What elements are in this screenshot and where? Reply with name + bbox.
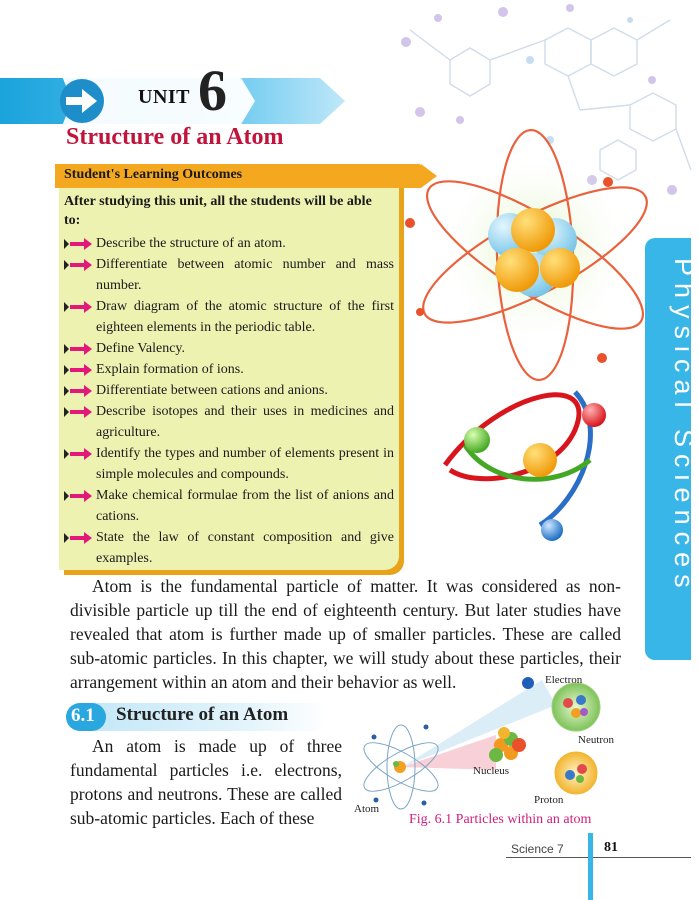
outcome-item bbox=[64, 527, 394, 569]
outcome-item bbox=[64, 359, 394, 380]
figure-label-atom: Atom bbox=[354, 803, 380, 815]
footer-accent-bar bbox=[588, 833, 593, 900]
outcome-text: Describe isotopes and their uses in medicines and agriculture. bbox=[96, 404, 394, 440]
outcome-item bbox=[64, 296, 394, 338]
chapter-title: Structure of an Atom bbox=[66, 124, 284, 150]
pink-arrow-icon bbox=[64, 385, 92, 397]
figure-label-proton: Proton bbox=[534, 794, 564, 806]
pink-arrow-icon bbox=[64, 238, 92, 250]
figure-label-nucleus: Nucleus bbox=[473, 765, 510, 777]
figure-label-electron: Electron bbox=[545, 674, 583, 686]
pink-arrow-icon bbox=[64, 301, 92, 313]
figure-label-neutron: Neutron bbox=[578, 734, 615, 746]
figure-caption: Fig. 6.1 Particles within an atom bbox=[409, 812, 592, 827]
intro-paragraph: Atom is the fundamental particle of matter. It was considered as non-divisible particle up till the end of eighteenth century. But later studies have revealed that atom is further made up of smaller particles. These are called sub-atomic particles. In this chapter, we will study about these particles, their arrangement within an atom and their behavior as well. bbox=[70, 576, 621, 692]
outcome-item bbox=[64, 254, 394, 296]
page-number: 81 bbox=[604, 840, 618, 855]
outcome-text: Define Valency. bbox=[96, 341, 186, 356]
atom-particles-figure bbox=[346, 675, 636, 835]
footer-rule bbox=[506, 857, 691, 858]
outcome-text: Differentiate between atomic number and mass number. bbox=[96, 257, 394, 293]
pink-arrow-icon bbox=[64, 343, 92, 355]
pink-arrow-icon bbox=[64, 532, 92, 544]
outcome-text: Identify the types and number of elements present in simple molecules and compounds. bbox=[96, 446, 394, 482]
outcomes-heading: Student's Learning Outcomes bbox=[64, 167, 243, 182]
outcomes-list bbox=[64, 233, 394, 569]
outcome-item bbox=[64, 401, 394, 443]
unit-number: 6 bbox=[198, 58, 227, 123]
pink-arrow-icon bbox=[64, 259, 92, 271]
pink-arrow-icon bbox=[64, 490, 92, 502]
pink-arrow-icon bbox=[64, 364, 92, 376]
pink-arrow-icon bbox=[64, 448, 92, 460]
outcome-text: Differentiate between cations and anions. bbox=[96, 383, 328, 398]
outcome-item bbox=[64, 233, 394, 254]
outcome-text: Describe the structure of an atom. bbox=[96, 236, 286, 251]
side-tab-label: Physical Sciences bbox=[669, 258, 699, 595]
section-paragraph: An atom is made up of three fundamental particles i.e. electrons, protons and neutrons. These are called sub-atomic particles. Each of these bbox=[70, 736, 342, 828]
outcome-text: Draw diagram of the atomic structure of the first eighteen elements in the periodic table. bbox=[96, 299, 394, 335]
section-number: 6.1 bbox=[71, 705, 95, 726]
learning-outcomes-box bbox=[55, 158, 405, 572]
outcome-text: Make chemical formulae from the list of anions and cations. bbox=[96, 488, 394, 524]
pink-arrow-icon bbox=[64, 406, 92, 418]
footer-book-title: Science 7 bbox=[511, 842, 564, 856]
outcome-item bbox=[64, 380, 394, 401]
atom-illustration bbox=[380, 130, 645, 550]
outcome-item bbox=[64, 443, 394, 485]
outcome-text: Explain formation of ions. bbox=[96, 362, 244, 377]
outcome-item bbox=[64, 485, 394, 527]
outcomes-intro: After studying this unit, all the students will be able to: bbox=[64, 194, 372, 228]
outcome-item bbox=[64, 338, 394, 359]
section-title: Structure of an Atom bbox=[116, 704, 289, 725]
outcome-text: State the law of constant composition and give examples. bbox=[96, 530, 394, 566]
unit-label: UNIT bbox=[138, 86, 191, 108]
